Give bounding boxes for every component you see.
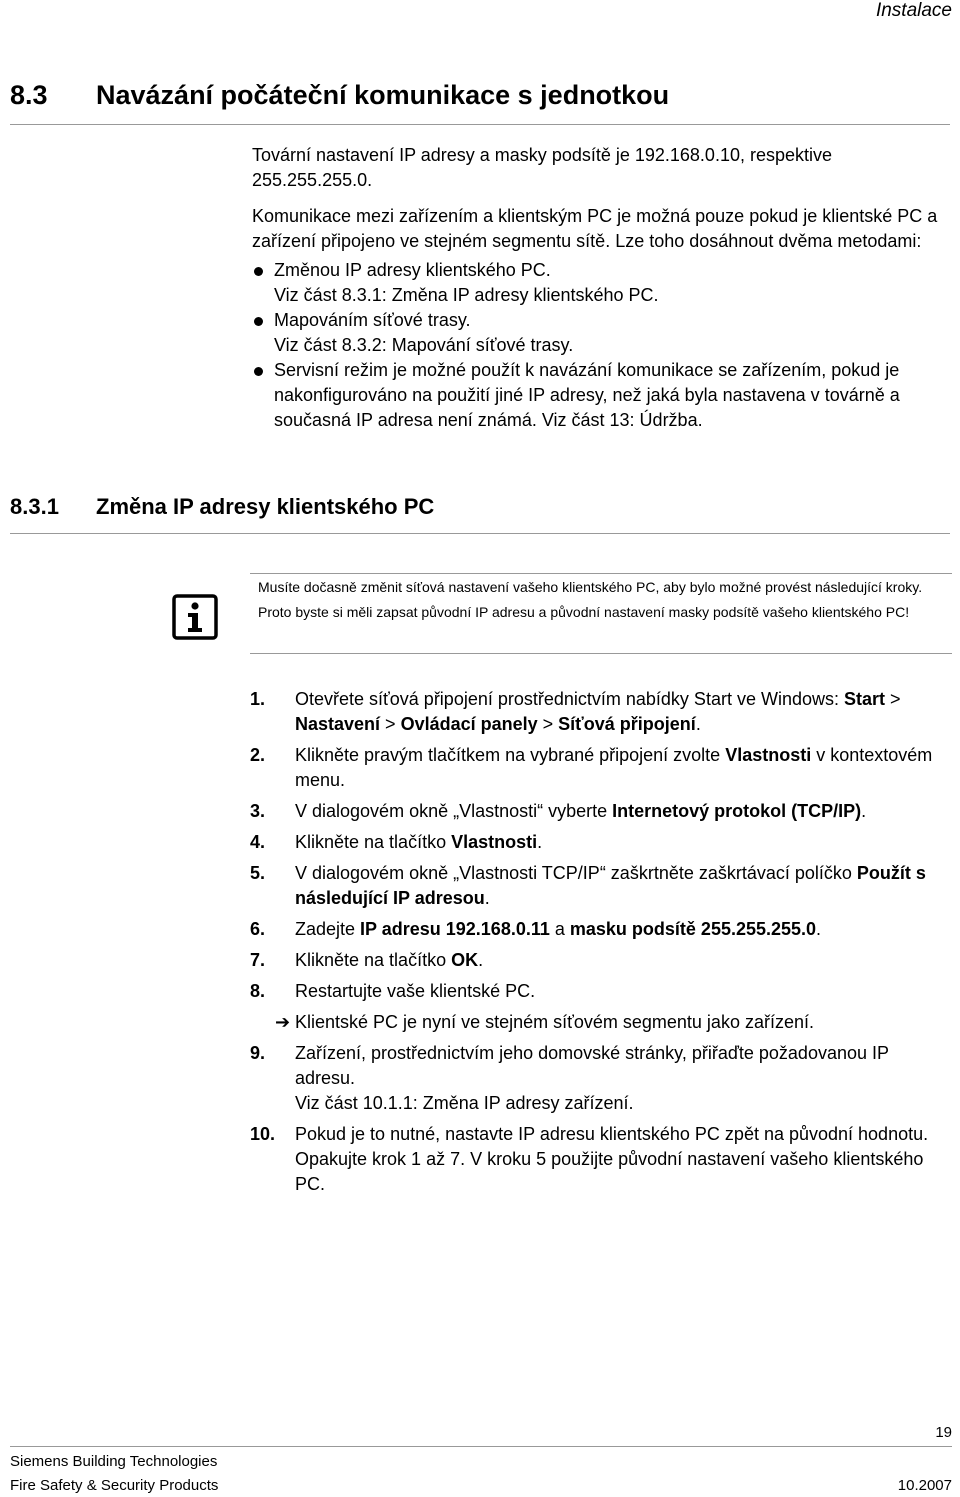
step-text: Zadejte IP adresu 192.168.0.11 a masku podsítě 255.255.255.0. bbox=[295, 919, 822, 939]
step-text: Restartujte vaše klientské PC. bbox=[295, 981, 536, 1001]
methods-list bbox=[252, 258, 942, 433]
section-divider bbox=[10, 124, 950, 125]
step-result-text: Klientské PC je nyní ve stejném síťovém segmentu jako zařízení. bbox=[295, 1012, 814, 1032]
method-1-text: Změnou IP adresy klientského PC. bbox=[274, 260, 551, 280]
subsection-divider bbox=[10, 533, 950, 534]
note-paragraph-2: Proto byste si měli zapsat původní IP adresu a původní nastavení masky podsítě vašeho klientského PC! bbox=[258, 604, 910, 620]
note-paragraph-1: Musíte dočasně změnit síťová nastavení vašeho klientského PC, aby bylo možné provést následující kroky. bbox=[258, 579, 923, 595]
method-3-text: Servisní režim je možné použít k navázání komunikace se zařízením, pokud je nakonfigurováno na použití jiné IP adresy, než jaká byla nastavena v továrně a současná IP adresa není známá. Viz část 13: Údržba. bbox=[274, 360, 900, 430]
step-text: V dialogovém okně „Vlastnosti TCP/IP“ zaškrtněte zaškrtávací políčko Použít s následující IP adresou. bbox=[295, 863, 926, 908]
step-number: 9. bbox=[250, 1043, 266, 1063]
step-number: 6. bbox=[250, 919, 266, 939]
subsection-number: 8.3.1 bbox=[10, 494, 59, 519]
list-item bbox=[250, 917, 950, 942]
intro-block bbox=[252, 143, 942, 433]
info-icon bbox=[172, 594, 218, 640]
step-text: V dialogovém okně „Vlastnosti“ vyberte Internetový protokol (TCP/IP). bbox=[295, 801, 867, 821]
step-number: 3. bbox=[250, 801, 266, 821]
step-text: Zařízení, prostřednictvím jeho domovské stránky, přiřaďte požadovanou IP adresu. Viz část 10.1.1: Změna IP adresy zařízení. bbox=[295, 1043, 889, 1113]
step-number: 1. bbox=[250, 689, 266, 709]
note-block bbox=[258, 578, 948, 628]
steps-list bbox=[250, 687, 950, 1203]
list-item bbox=[250, 948, 950, 973]
method-2-text: Mapováním síťové trasy. bbox=[274, 310, 471, 330]
footer-division: Fire Safety & Security Products bbox=[10, 1477, 219, 1494]
list-item bbox=[250, 743, 950, 793]
section-title: Navázání počáteční komunikace s jednotkou bbox=[96, 80, 670, 110]
list-item bbox=[250, 687, 950, 737]
bullet-icon bbox=[254, 267, 263, 276]
intro-paragraph-2: Komunikace mezi zařízením a klientským PC je možná pouze pokud je klientské PC a zařízení připojeno ve stejném segmentu sítě. Lze toho dosáhnout dvěma metodami: bbox=[252, 206, 938, 251]
footer-divider bbox=[10, 1446, 952, 1447]
step-number: 2. bbox=[250, 745, 266, 765]
step-text: Pokud je to nutné, nastavte IP adresu klientského PC zpět na původní hodnotu. Opakujte krok 1 až 7. V kroku 5 použijte původní nastavení vašeho klientského PC. bbox=[295, 1124, 929, 1194]
method-1-reference: Viz část 8.3.1: Změna IP adresy klientského PC. bbox=[274, 285, 659, 305]
section-heading bbox=[10, 80, 669, 111]
step-text: Klikněte na tlačítko Vlastnosti. bbox=[295, 832, 543, 852]
list-item bbox=[252, 258, 942, 308]
list-item bbox=[250, 830, 950, 855]
footer-company: Siemens Building Technologies bbox=[10, 1453, 218, 1470]
subsection-heading bbox=[10, 494, 434, 520]
section-number: 8.3 bbox=[10, 80, 48, 110]
method-2-reference: Viz část 8.3.2: Mapování síťové trasy. bbox=[274, 335, 574, 355]
step-number: 5. bbox=[250, 863, 266, 883]
page-number: 19 bbox=[935, 1424, 952, 1441]
step-number: 8. bbox=[250, 981, 266, 1001]
arrow-right-icon: ➔ bbox=[275, 1012, 291, 1032]
list-item bbox=[250, 1041, 950, 1116]
subsection-title: Změna IP adresy klientského PC bbox=[96, 494, 435, 519]
footer-date: 10.2007 bbox=[897, 1477, 952, 1494]
intro-paragraph-1: Tovární nastavení IP adresy a masky podsítě je 192.168.0.10, respektive 255.255.255.0. bbox=[252, 145, 833, 190]
step-text: Klikněte pravým tlačítkem na vybrané připojení zvolte Vlastnosti v kontextovém menu. bbox=[295, 745, 933, 790]
list-item bbox=[252, 358, 942, 433]
step-number: 7. bbox=[250, 950, 266, 970]
step-result bbox=[250, 1010, 950, 1035]
list-item bbox=[252, 308, 942, 358]
note-bottom-divider bbox=[250, 653, 952, 654]
list-item bbox=[250, 1122, 950, 1197]
step-text: Otevřete síťová připojení prostřednictvím nabídky Start ve Windows: Start > Nastavení > Ovládací panely > Síťová připojení. bbox=[295, 689, 901, 734]
step-text: Klikněte na tlačítko OK. bbox=[295, 950, 484, 970]
header-label: Instalace bbox=[875, 0, 952, 21]
bullet-icon bbox=[254, 317, 263, 326]
bullet-icon bbox=[254, 367, 263, 376]
list-item bbox=[250, 979, 950, 1004]
note-top-divider bbox=[250, 573, 952, 574]
step-number: 10. bbox=[250, 1124, 276, 1144]
list-item bbox=[250, 861, 950, 911]
list-item bbox=[250, 799, 950, 824]
step-number: 4. bbox=[250, 832, 266, 852]
